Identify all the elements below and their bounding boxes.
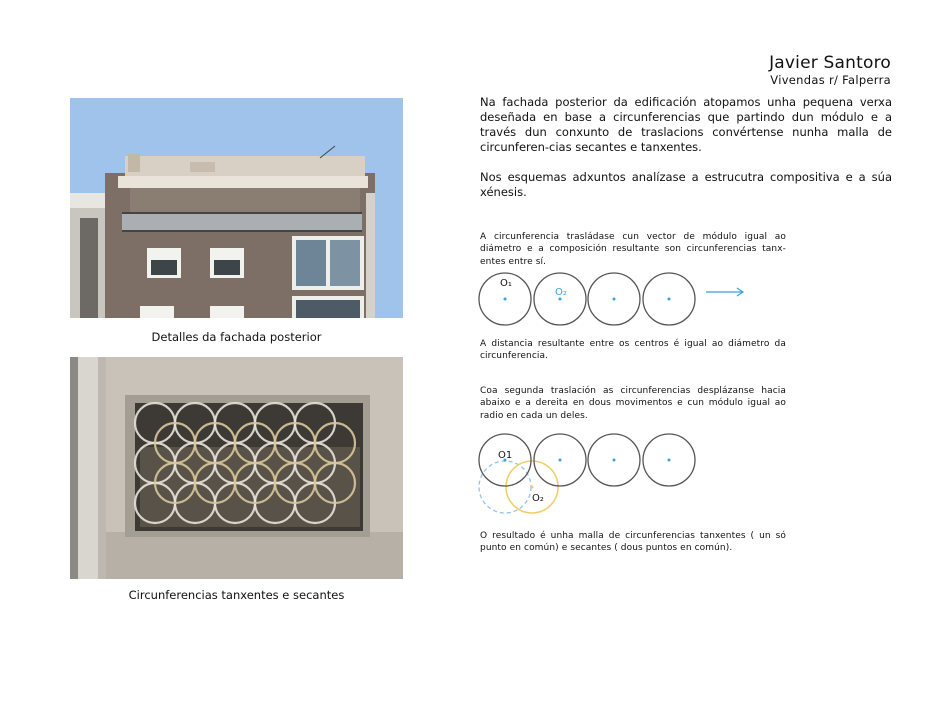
center-dot: [668, 298, 671, 301]
author-name: Javier Santoro: [769, 53, 891, 73]
dashed-circle: [479, 461, 531, 513]
center-dot: [613, 459, 616, 462]
facade-caption: Detalles da fachada posterior: [151, 330, 322, 344]
center-dot: [668, 459, 671, 462]
grille-photo: [70, 357, 403, 579]
intro-paragraph: Na fachada posterior da edificación atopamos unha pequena verxa deseñada en base a circunferencias que partindo dun módulo e a través dun conxunto de traslacions convértense nunha malla de circunferen-cias secantes e tanxentes.: [480, 95, 892, 154]
diagram-secant-circles: [476, 430, 756, 525]
diagram-tangent-circles: [476, 270, 756, 330]
grille-caption: Circunferencias tanxentes e secantes: [128, 588, 345, 602]
facade-photo: [70, 98, 403, 318]
center-dot: [504, 298, 507, 301]
label-o1: O₁: [500, 278, 512, 289]
center-dot: [613, 298, 616, 301]
project-subtitle: Vivendas r/ Falperra: [770, 73, 891, 87]
step-3-text: O resultado é unha malla de circunferencias tanxentes ( un só punto en común) e secantes ( dous puntos en común).: [480, 531, 786, 554]
label-o2: O₂: [555, 287, 567, 298]
label-o2: O₂: [532, 493, 544, 504]
translation-arrow-icon: [706, 288, 743, 296]
intro-text: [480, 95, 892, 215]
intro-paragraph: Nos esquemas adxuntos analízase a estrucutra compositiva e a súa xénesis.: [480, 170, 892, 199]
center-dot: [559, 459, 562, 462]
label-o1: O1: [498, 450, 513, 461]
center-dot: [531, 486, 534, 489]
step-2-text: Coa segunda traslación as circunferencias desplázanse hacia abaixo e a dereita en dous movimentos e cun módulo igual ao radio en cada un deles.: [480, 386, 786, 421]
step-1-text: A circunferencia trasládase cun vector de módulo igual ao diámetro e a composición resultante son circunferencias tanx-entes entre sí.: [480, 232, 786, 267]
step-1-result-text: A distancia resultante entre os centros é igual ao diámetro da circunferencia.: [480, 339, 786, 362]
